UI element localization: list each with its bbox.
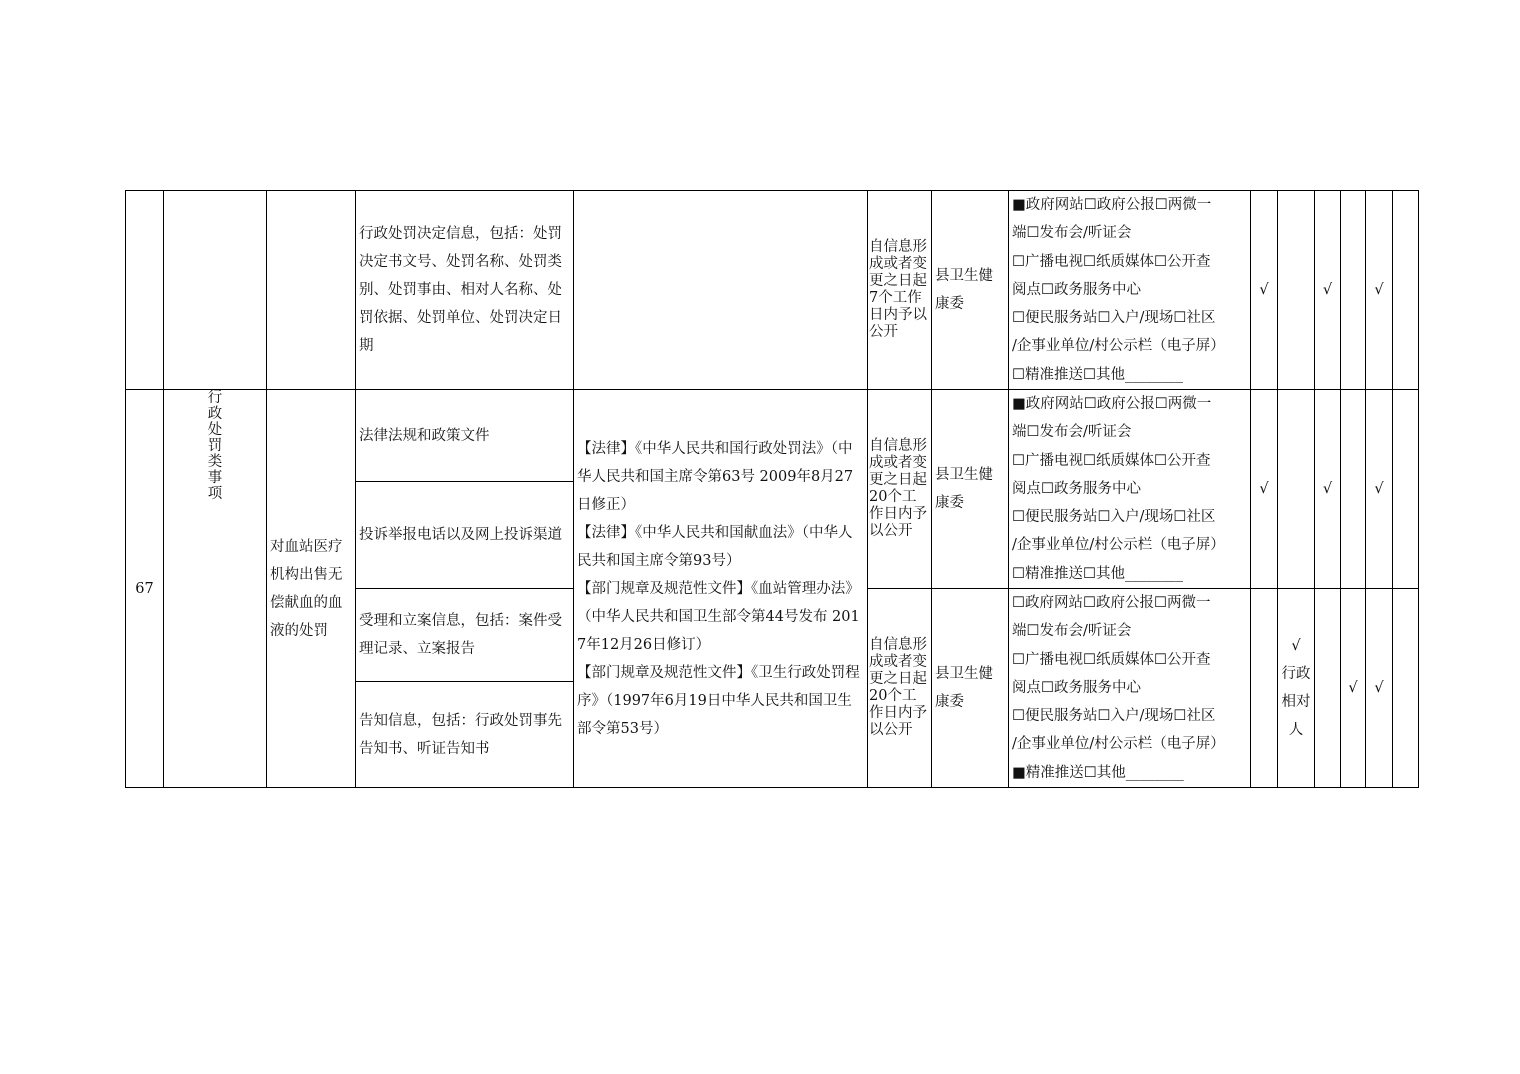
disclosure-table [125, 190, 1419, 788]
channel-line: ☐精准推送☐其他________ [1012, 366, 1183, 383]
mark-cell: √ [1366, 589, 1393, 788]
target-line: 人 [1288, 722, 1304, 738]
target-line: 行政 [1281, 666, 1311, 682]
channel-line: ☐便民服务站☐入户/现场☐社区 [1012, 509, 1216, 526]
seq-cell: 67 [126, 390, 164, 788]
mark-cell [1278, 390, 1315, 589]
time-limit-cell: 自信息形成或者变更之日起20个工作日内予以公开 [868, 589, 932, 788]
time-limit-cell: 自信息形成或者变更之日起7个工作日内予以公开 [868, 191, 932, 390]
subject-cell: 县卫生健康委 [932, 191, 1009, 390]
mark-cell: √ [1366, 191, 1393, 390]
channel-line: 端☐发布会/听证会 [1012, 424, 1132, 441]
channel-cell [1009, 589, 1251, 788]
channel-line: ☐便民服务站☐入户/现场☐社区 [1012, 708, 1216, 725]
target-cell [1278, 589, 1315, 788]
category-cell [164, 390, 267, 788]
channel-line: /企事业单位/村公示栏（电子屏） [1012, 338, 1225, 355]
mark-cell [1341, 390, 1366, 589]
item-name-cell: 对血站医疗机构出售无偿献血的血液的处罚 [267, 390, 356, 788]
mark-cell [1341, 191, 1366, 390]
basis-entry: 【部门规章及规范性文件】《卫生行政处罚程序》（1997年6月19日中华人民共和国卫生部令第53号） [577, 664, 860, 737]
basis-list [577, 435, 864, 743]
channel-line: ☐政府网站☐政府公报☐两微一 [1012, 595, 1211, 612]
mark-cell: √ [1315, 191, 1341, 390]
target-mark: √ [1291, 638, 1301, 654]
content-cell: 告知信息，包括：行政处罚事先告知书、听证告知书 [356, 682, 574, 788]
channel-line: ☐广播电视☐纸质媒体☐公开查 [1012, 452, 1211, 469]
channel-list [1012, 191, 1247, 388]
content-cell: 投诉举报电话以及网上投诉渠道 [356, 482, 574, 589]
table-row [126, 390, 1419, 482]
channel-line: ☐广播电视☐纸质媒体☐公开查 [1012, 651, 1211, 668]
mark-cell [1315, 589, 1341, 788]
content-cell: 受理和立案信息，包括：案件受理记录、立案报告 [356, 589, 574, 682]
category-cell [164, 191, 267, 390]
channel-line: 阅点☐政务服务中心 [1012, 480, 1141, 497]
time-limit-cell: 自信息形成或者变更之日起20个工作日内予以公开 [868, 390, 932, 589]
category-vertical-text: 行政处罚类事项 [207, 390, 223, 502]
channel-cell [1009, 390, 1251, 589]
mark-cell: √ [1251, 390, 1278, 589]
mark-cell [1278, 191, 1315, 390]
target-line: 相对 [1281, 694, 1311, 710]
channel-line: ☐便民服务站☐入户/现场☐社区 [1012, 310, 1216, 327]
channel-line: 端☐发布会/听证会 [1012, 225, 1132, 242]
channel-line: ☐精准推送☐其他________ [1012, 565, 1183, 582]
table-row [126, 191, 1419, 390]
channel-line: 阅点☐政务服务中心 [1012, 281, 1141, 298]
mark-cell: √ [1315, 390, 1341, 589]
channel-list [1012, 589, 1247, 786]
channel-line: /企事业单位/村公示栏（电子屏） [1012, 537, 1225, 554]
mark-cell: √ [1251, 191, 1278, 390]
basis-entry: 【法律】《中华人民共和国献血法》（中华人民共和国主席令第93号） [577, 524, 853, 569]
mark-cell [1393, 589, 1419, 788]
channel-cell [1009, 191, 1251, 390]
channel-line: 端☐发布会/听证会 [1012, 623, 1132, 640]
item-name-cell [267, 191, 356, 390]
channel-line: ■政府网站☐政府公报☐两微一 [1012, 197, 1212, 214]
channel-line: /企事业单位/村公示栏（电子屏） [1012, 736, 1225, 753]
channel-line: ■政府网站☐政府公报☐两微一 [1012, 396, 1212, 413]
seq-cell [126, 191, 164, 390]
channel-line: ☐广播电视☐纸质媒体☐公开查 [1012, 253, 1211, 270]
content-cell: 法律法规和政策文件 [356, 390, 574, 482]
target-stack [1278, 632, 1314, 744]
basis-entry: 【部门规章及规范性文件】《血站管理办法》（中华人民共和国卫生部令第44号发布 2017年12月26日修订） [577, 580, 860, 653]
mark-cell: √ [1366, 390, 1393, 589]
basis-cell [574, 191, 868, 390]
mark-cell [1251, 589, 1278, 788]
channel-line: ■精准推送☐其他________ [1012, 764, 1184, 781]
mark-cell [1393, 191, 1419, 390]
subject-cell: 县卫生健康委 [932, 390, 1009, 589]
channel-line: 阅点☐政务服务中心 [1012, 679, 1141, 696]
mark-cell [1393, 390, 1419, 589]
mark-cell: √ [1341, 589, 1366, 788]
subject-cell: 县卫生健康委 [932, 589, 1009, 788]
basis-entry: 【法律】《中华人民共和国行政处罚法》（中华人民共和国主席令第63号 2009年8月27日修正） [577, 440, 854, 513]
channel-list [1012, 390, 1247, 587]
content-cell: 行政处罚决定信息，包括：处罚决定书文号、处罚名称、处罚类别、处罚事由、相对人名称、处罚依据、处罚单位、处罚决定日期 [356, 191, 574, 390]
basis-cell [574, 390, 868, 788]
